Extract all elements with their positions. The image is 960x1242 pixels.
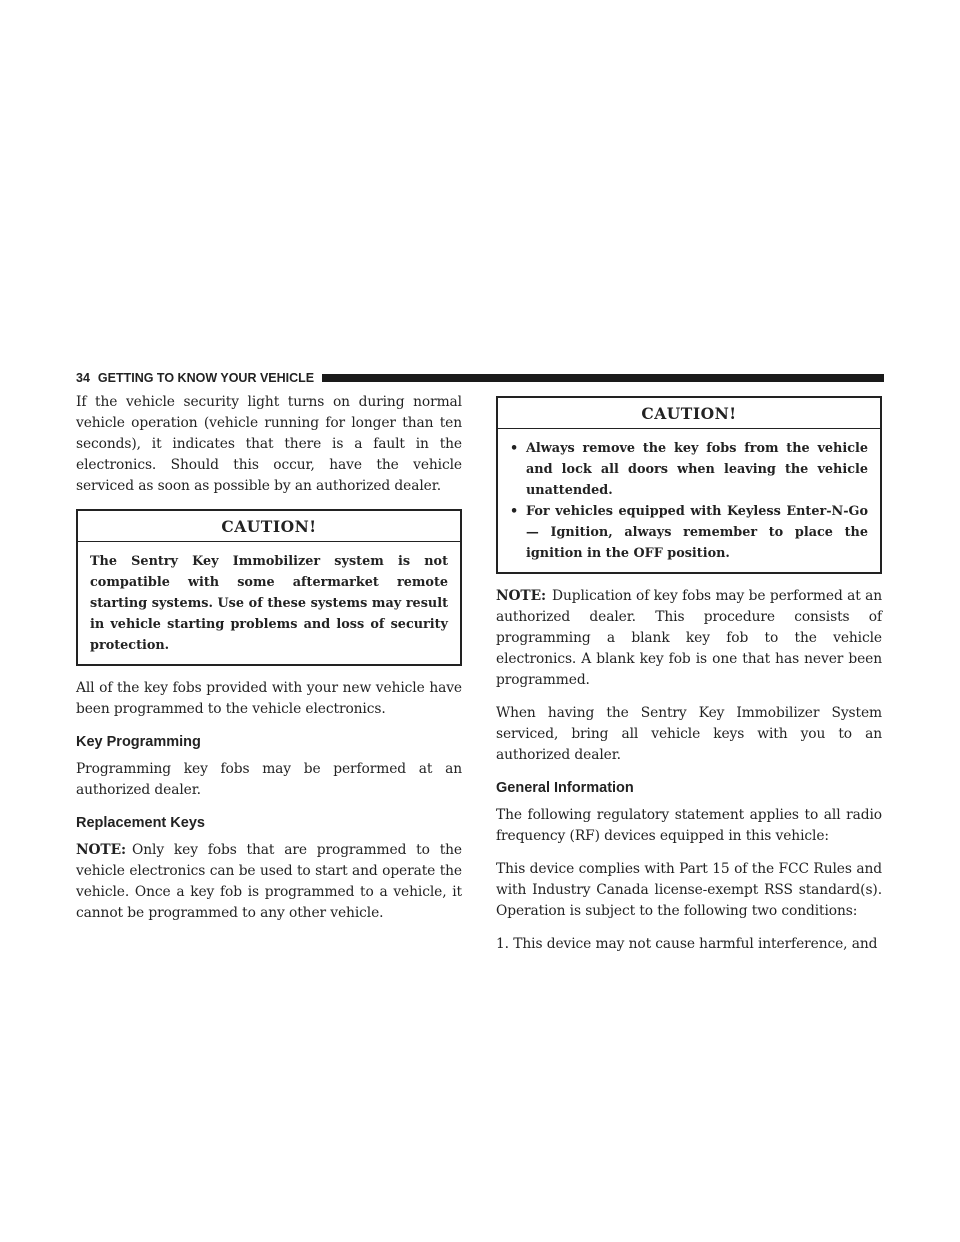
general-information-heading: General Information bbox=[496, 780, 634, 796]
fobs-paragraph: All of the key fobs provided with your new vehicle have been programmed to the vehicle electronics. bbox=[76, 680, 462, 717]
bullet-icon: • bbox=[510, 441, 519, 456]
caution-box bbox=[496, 396, 882, 574]
caution-box bbox=[76, 509, 462, 666]
section-title: GETTING TO KNOW YOUR VEHICLE bbox=[97, 371, 315, 385]
key-programming-text: Programming key fobs may be performed at an authorized dealer. bbox=[76, 761, 462, 798]
regulatory-paragraph: The following regulatory statement applies to all radio frequency (RF) devices equipped in this vehicle: bbox=[496, 807, 882, 844]
condition-1: 1. This device may not cause harmful interference, and bbox=[496, 936, 878, 952]
caution-bullet-item bbox=[510, 438, 868, 501]
replacement-keys-heading: Replacement Keys bbox=[76, 815, 205, 831]
note-text: Duplication of key fobs may be performed at an authorized dealer. This procedure consists of programming a blank key fob to the vehicle electronics. A blank key fob is one that has never been programmed. bbox=[496, 588, 882, 688]
key-programming-heading: Key Programming bbox=[76, 734, 201, 750]
header-rule bbox=[322, 374, 884, 382]
sentry-paragraph: When having the Sentry Key Immobilizer System serviced, bring all vehicle keys with you to an authorized dealer. bbox=[496, 705, 882, 763]
caution-title: CAUTION! bbox=[78, 511, 460, 542]
caution-list bbox=[510, 438, 868, 564]
bullet-icon: • bbox=[510, 504, 519, 519]
note-label: NOTE: bbox=[76, 842, 127, 858]
note-label: NOTE: bbox=[496, 588, 547, 604]
right-column bbox=[496, 392, 882, 967]
replacement-keys-note bbox=[76, 840, 462, 924]
bullet-text: Always remove the key fobs from the vehicle and lock all doors when leaving the vehicle unattended. bbox=[526, 441, 868, 498]
page-number: 34 bbox=[76, 371, 90, 385]
caution-title: CAUTION! bbox=[498, 398, 880, 429]
bullet-text: For vehicles equipped with Keyless Enter-N-Go — Ignition, always remember to place the ignition in the OFF position. bbox=[526, 504, 868, 561]
intro-paragraph: If the vehicle security light turns on during normal vehicle operation (vehicle running for longer than ten seconds), it indicates that there is a fault in the electronics. Should this occur, have the vehicle serviced as soon as possible by an authorized dealer. bbox=[76, 394, 462, 494]
caution-body: The Sentry Key Immobilizer system is not compatible with some aftermarket remote starting systems. Use of these systems may result in vehicle starting problems and loss of security protection. bbox=[90, 554, 448, 653]
note-text: Only key fobs that are programmed to the vehicle electronics can be used to start and operate the vehicle. Once a key fob is programmed to a vehicle, it cannot be programmed to any other vehicle. bbox=[76, 842, 462, 921]
duplication-note bbox=[496, 586, 882, 691]
caution-body bbox=[498, 429, 880, 572]
caution-bullet-item bbox=[510, 501, 868, 564]
left-column bbox=[76, 392, 462, 936]
page-header bbox=[76, 371, 884, 385]
fcc-paragraph: This device complies with Part 15 of the FCC Rules and with Industry Canada license-exempt RSS standard(s). Operation is subject to the following two conditions: bbox=[496, 861, 882, 919]
